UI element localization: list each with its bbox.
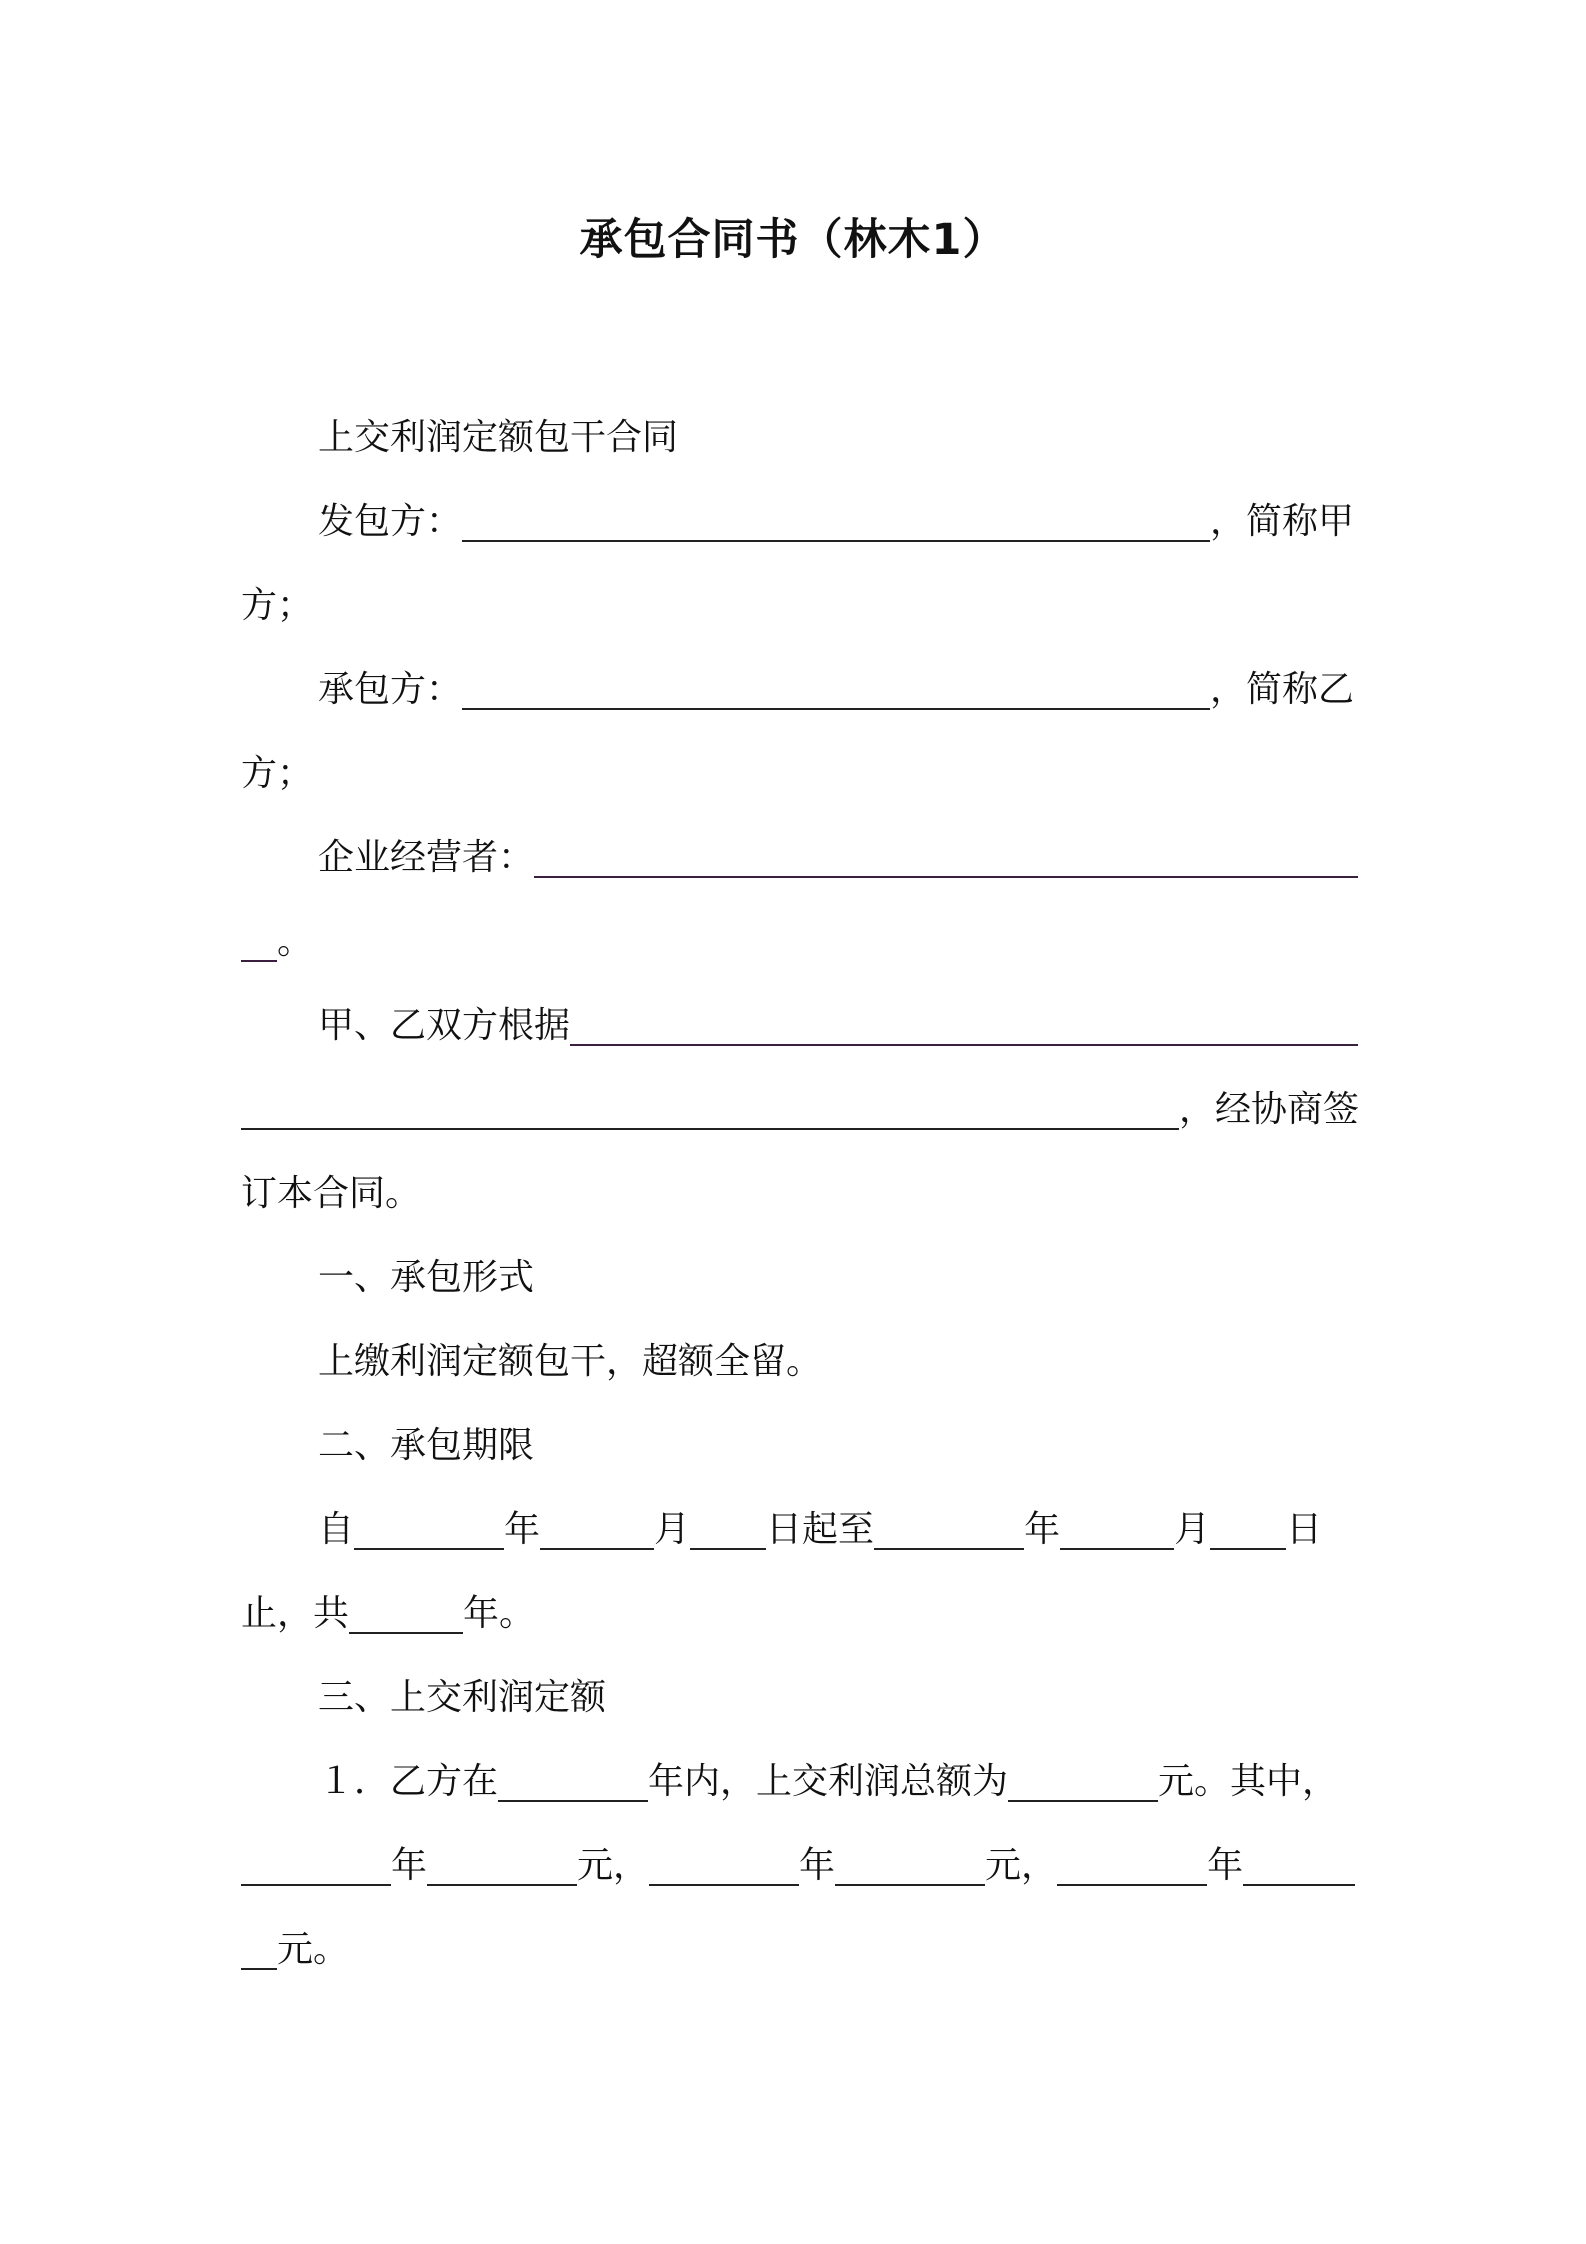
- section1-body: 上缴利润定额包干，超额全留。: [318, 1341, 823, 1382]
- basis-blank-continued[interactable]: [241, 1088, 1179, 1130]
- operator-line: [318, 832, 1358, 884]
- start-month-blank[interactable]: [540, 1508, 654, 1550]
- contractee-blank[interactable]: [462, 668, 1210, 710]
- contractee-tail: 方；: [241, 753, 314, 794]
- end-month-blank[interactable]: [1060, 1508, 1174, 1550]
- operator-tail-line: 。: [241, 916, 313, 968]
- basis-tail: 订本合同。: [241, 1173, 422, 1214]
- period-line-2: 止，共 年。: [241, 1593, 536, 1634]
- contractee-suffix: ，简称乙: [1210, 669, 1355, 710]
- yuan2-blank[interactable]: [835, 1844, 985, 1886]
- contractor-blank[interactable]: [462, 500, 1210, 542]
- basis-label: 甲、乙双方根据: [318, 1005, 571, 1046]
- contractor-tail: 方；: [241, 585, 314, 626]
- page-title: 承包合同书（林木1）: [579, 215, 1007, 265]
- yuan3-blank[interactable]: [1243, 1844, 1355, 1886]
- basis-line-2: [241, 1084, 1359, 1136]
- item1-years-blank[interactable]: [498, 1760, 648, 1802]
- year2-blank[interactable]: [649, 1844, 799, 1886]
- start-year-blank[interactable]: [354, 1508, 504, 1550]
- contractee-label: 承包方：: [318, 669, 463, 710]
- operator-label: 企业经营者：: [318, 837, 535, 878]
- contractor-suffix: ，简称甲: [1210, 501, 1355, 542]
- contractor-line: [318, 496, 1354, 548]
- start-day-blank[interactable]: [690, 1508, 766, 1550]
- section1-heading: 一、承包形式: [318, 1257, 535, 1298]
- operator-blank[interactable]: [534, 836, 1358, 878]
- contractor-label: 发包方：: [318, 501, 463, 542]
- yuan3-blank-continued[interactable]: [241, 1928, 277, 1970]
- item1-number: １．: [318, 1761, 391, 1802]
- item1-line-3: 元。: [241, 1924, 349, 1976]
- period-line: 自 年 月 日起至 年 月 日: [318, 1509, 1323, 1550]
- basis-line: [318, 1000, 1358, 1052]
- item1-line-2: 年 元， 年 元， 年: [241, 1840, 1355, 1892]
- contractee-line: [318, 664, 1354, 716]
- item1-total-blank[interactable]: [1008, 1760, 1158, 1802]
- item1-line: １． 乙方在 年内，上交利润总额为 元。其中，: [318, 1756, 1338, 1808]
- end-year-blank[interactable]: [874, 1508, 1024, 1550]
- contract-subtitle: 上交利润定额包干合同: [318, 417, 679, 458]
- yuan1-blank[interactable]: [427, 1844, 577, 1886]
- basis-suffix: ，经协商签: [1179, 1089, 1360, 1130]
- total-years-blank[interactable]: [349, 1592, 463, 1634]
- year1-blank[interactable]: [241, 1844, 391, 1886]
- basis-blank[interactable]: [570, 1004, 1358, 1046]
- year3-blank[interactable]: [1057, 1844, 1207, 1886]
- section3-heading: 三、上交利润定额: [318, 1677, 607, 1718]
- section2-heading: 二、承包期限: [318, 1425, 535, 1466]
- operator-blank-continued[interactable]: [241, 920, 277, 962]
- end-day-blank[interactable]: [1210, 1508, 1286, 1550]
